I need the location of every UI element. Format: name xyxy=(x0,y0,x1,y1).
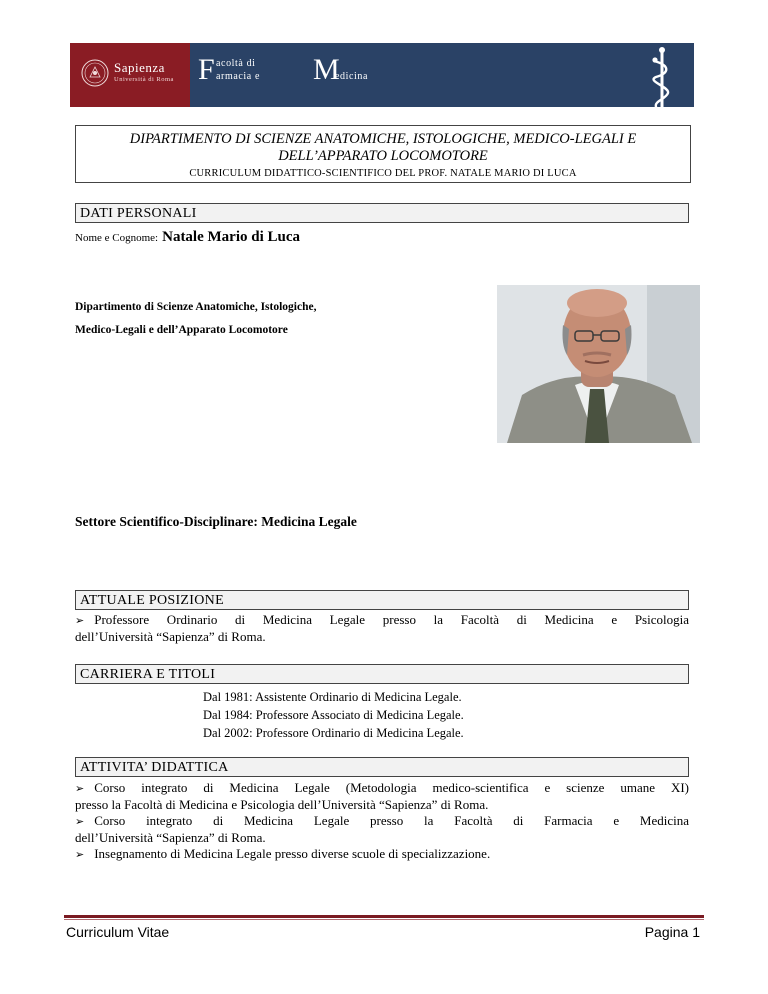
name-label: Nome e Cognome: xyxy=(75,232,159,244)
faculty-block xyxy=(190,43,694,107)
career-item: Dal 1984: Professore Associato di Medicina Legale. xyxy=(203,708,464,722)
rod-of-asclepius-icon xyxy=(648,45,676,125)
footer-rule xyxy=(64,915,704,918)
teaching-item3 xyxy=(75,846,689,863)
university-subtitle: Università di Roma xyxy=(114,76,174,83)
teaching-item1-line1-text: Corso integrato di Medicina Legale (Metodologia medico-scientifica e scienze umane XI) xyxy=(94,780,689,795)
faculty-line3: edicina xyxy=(335,71,369,82)
section-personal-data: DATI PERSONALI xyxy=(75,203,689,223)
career-item: Dal 1981: Assistente Ordinario di Medicina Legale. xyxy=(203,690,462,704)
footer-page-number: Pagina 1 xyxy=(644,924,700,940)
name-row xyxy=(75,228,300,246)
section-current-position: ATTUALE POSIZIONE xyxy=(75,590,689,610)
position-text xyxy=(75,612,689,645)
faculty-line1: acoltà di xyxy=(216,58,256,69)
department-line1: Dipartimento di Scienze Anatomiche, Istologiche, xyxy=(75,301,317,313)
footer-rule-thin xyxy=(64,919,704,920)
teaching-list xyxy=(75,780,689,863)
teaching-item2-line1 xyxy=(75,813,689,830)
university-logo-block xyxy=(70,43,190,107)
career-list xyxy=(203,688,464,742)
section-career: CARRIERA E TITOLI xyxy=(75,664,689,684)
teaching-item2-line2: dell’Università “Sapienza” di Roma. xyxy=(75,830,266,845)
teaching-item3-text: Insegnamento di Medicina Legale presso diverse scuole di specializzazione. xyxy=(94,846,491,861)
curriculum-title: CURRICULUM DIDATTICO-SCIENTIFICO DEL PROF. NATALE MARIO DI LUCA xyxy=(189,168,577,179)
department-line2: Medico-Legali e dell’Apparato Locomotore xyxy=(75,324,288,336)
faculty-line2: armacia e xyxy=(216,71,260,82)
arrow-bullet-icon: ➢ xyxy=(75,614,85,627)
university-name: Sapienza xyxy=(114,60,165,75)
arrow-bullet-icon: ➢ xyxy=(75,848,85,861)
position-line2: dell’Università “Sapienza” di Roma. xyxy=(75,629,266,644)
career-item: Dal 2002: Professore Ordinario di Medicina Legale. xyxy=(203,726,464,740)
section-teaching: ATTIVITA’ DIDATTICA xyxy=(75,757,689,777)
arrow-bullet-icon: ➢ xyxy=(75,782,85,795)
header-banner xyxy=(70,43,694,107)
name-value: Natale Mario di Luca xyxy=(162,229,301,245)
teaching-item2-line1-text: Corso integrato di Medicina Legale presso la Facoltà di Farmacia e Medicina xyxy=(94,813,689,828)
department-title-box xyxy=(75,125,691,183)
arrow-bullet-icon: ➢ xyxy=(75,815,85,828)
department-affiliation xyxy=(75,296,316,342)
sapienza-seal-icon xyxy=(81,59,109,87)
faculty-initial-f: F xyxy=(198,53,215,86)
position-line1-text: Professore Ordinario di Medicina Legale presso la Facoltà di Medicina e Psicologia xyxy=(94,612,689,627)
faculty-initial-m: M xyxy=(313,53,340,86)
faculty-name xyxy=(198,53,369,86)
department-title: DIPARTIMENTO DI SCIENZE ANATOMICHE, ISTOLOGICHE, MEDICO-LEGALI E DELL’APPARATO LOCOMOTORE xyxy=(129,131,637,164)
teaching-item1-line2: presso la Facoltà di Medicina e Psicologia dell’Università “Sapienza” di Roma. xyxy=(75,797,489,812)
position-line1 xyxy=(75,612,689,629)
scientific-sector: Settore Scientifico-Disciplinare: Medicina Legale xyxy=(75,514,357,529)
teaching-item1-line1 xyxy=(75,780,689,797)
footer-document-title: Curriculum Vitae xyxy=(66,924,170,940)
profile-photo xyxy=(497,285,700,443)
